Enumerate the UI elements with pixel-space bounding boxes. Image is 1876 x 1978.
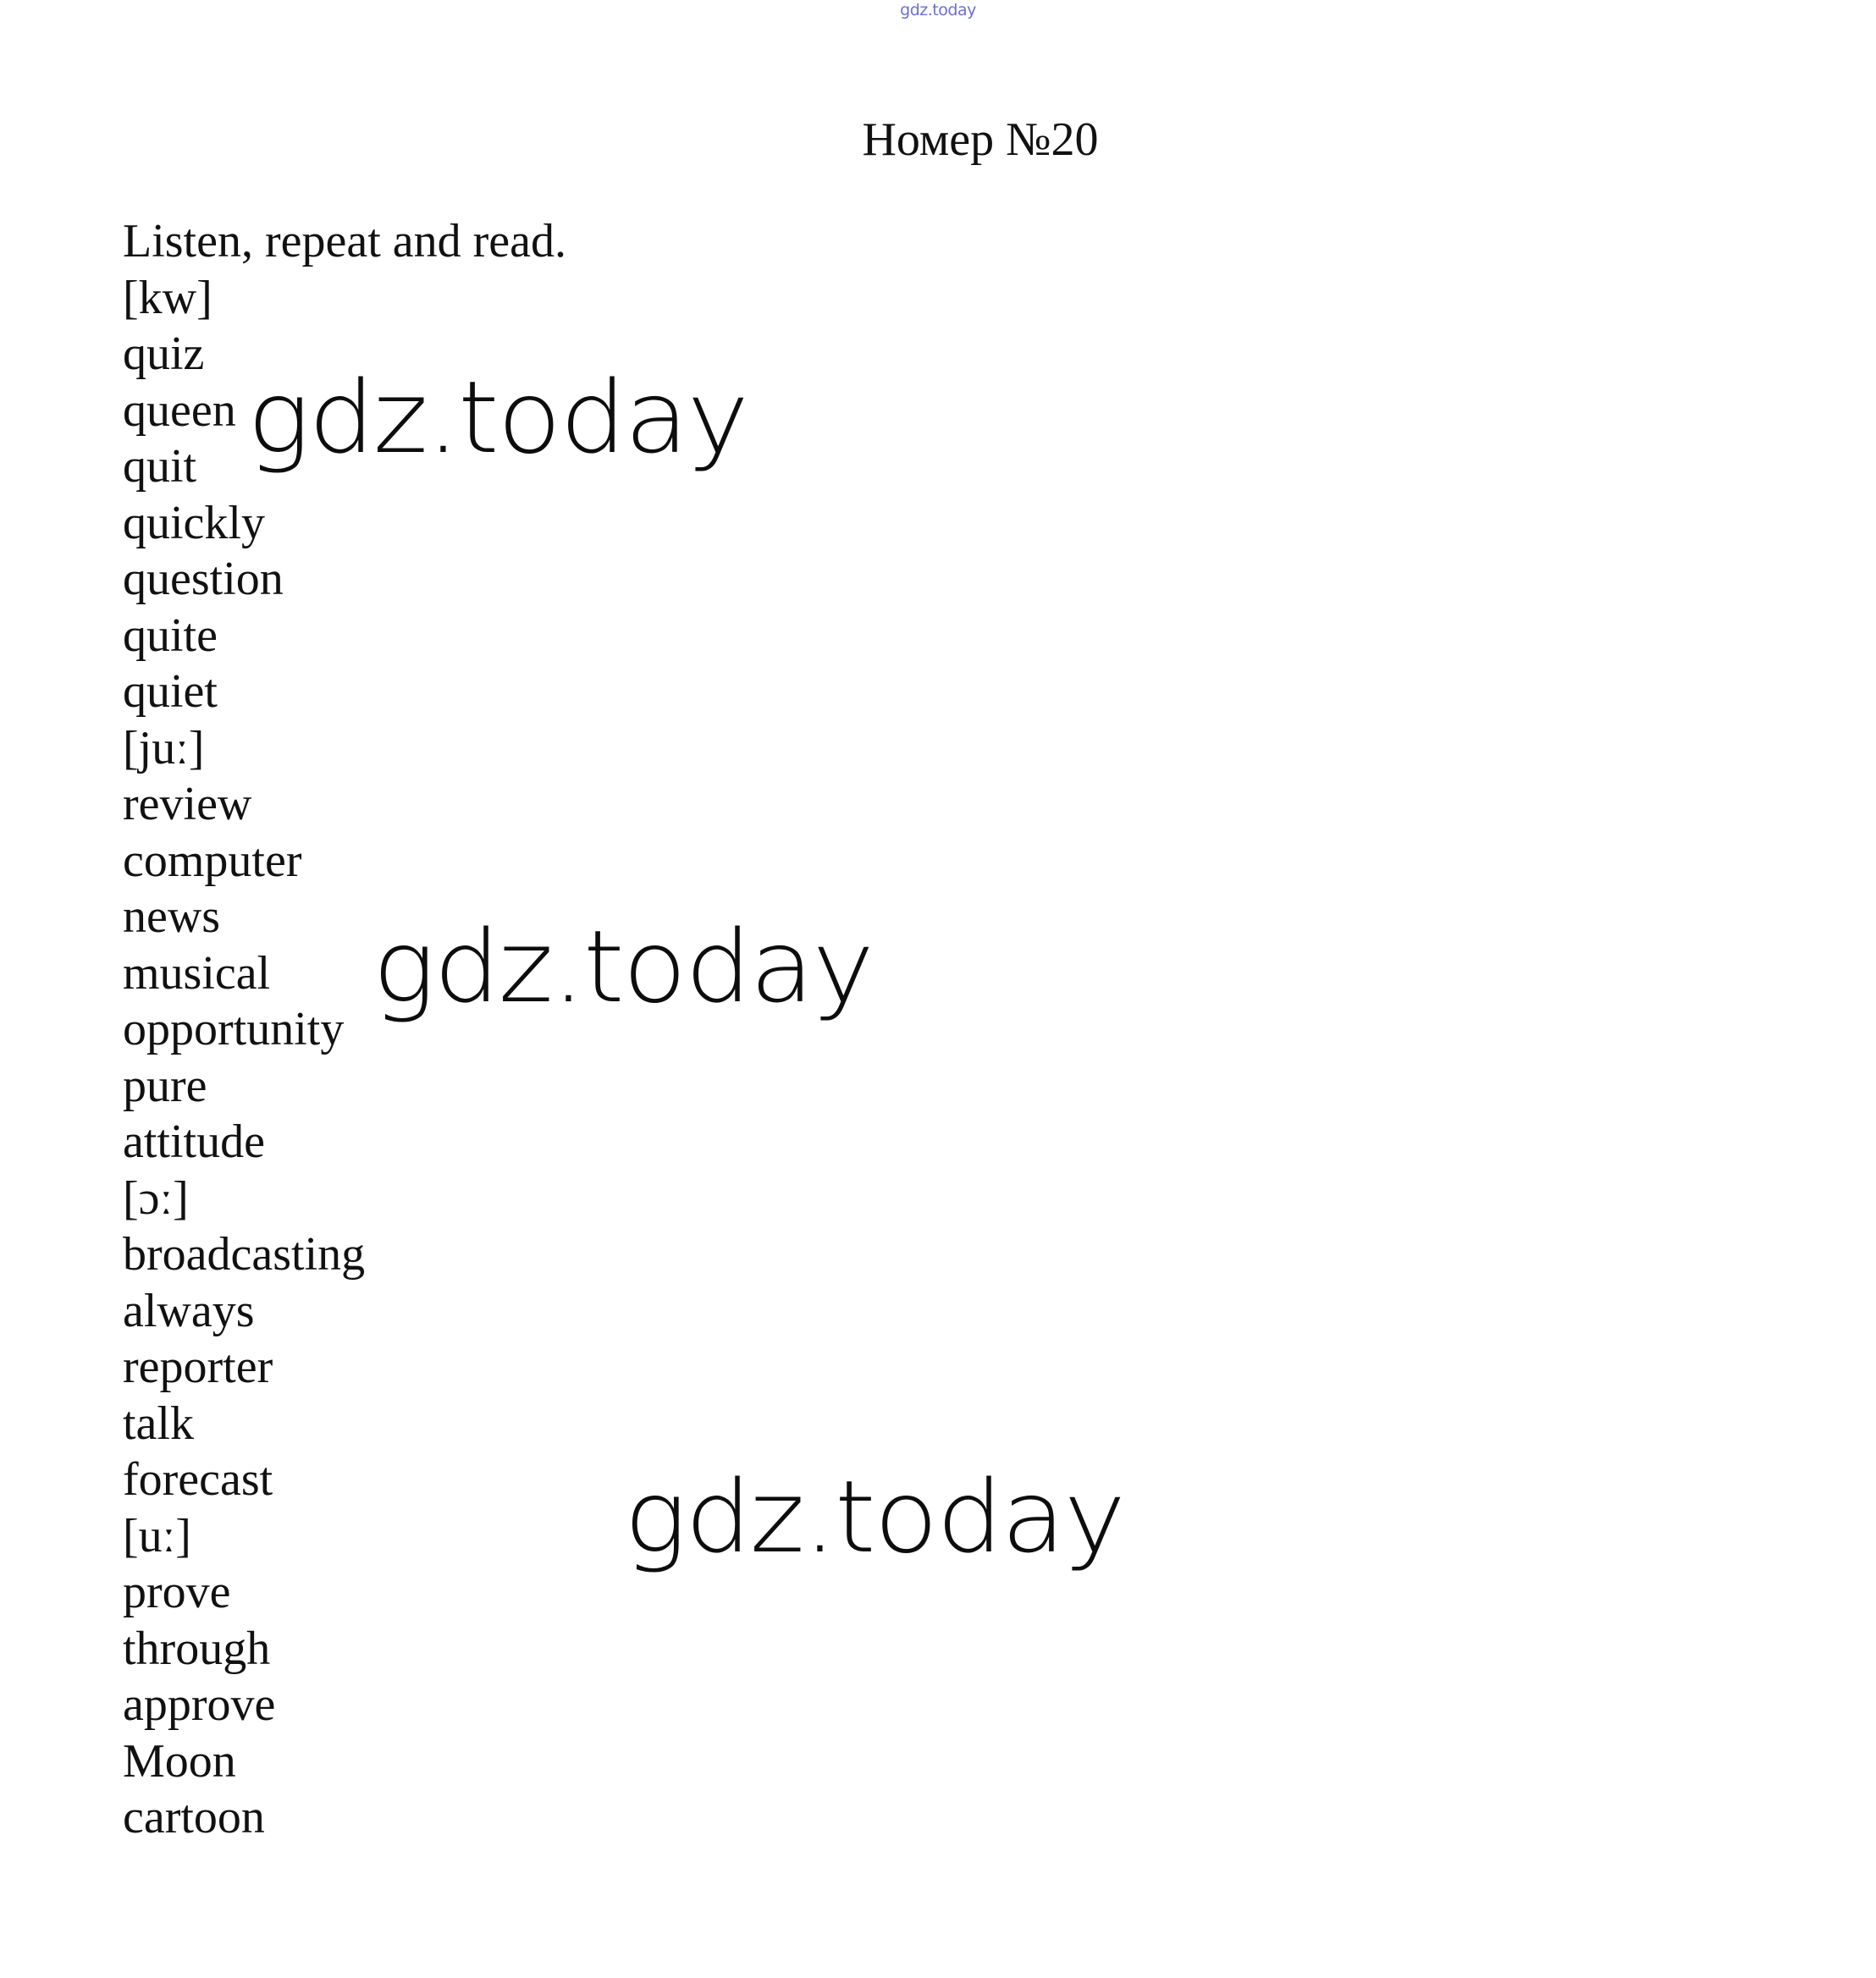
word-item: approve bbox=[123, 1678, 276, 1731]
site-watermark-top: gdz.today bbox=[900, 1, 976, 19]
word-item: cartoon bbox=[123, 1791, 265, 1843]
word-item: queen bbox=[123, 383, 236, 437]
word-item: attitude bbox=[123, 1116, 265, 1168]
sound-heading: [juː] bbox=[123, 721, 205, 774]
word-item: quickly bbox=[123, 496, 265, 549]
word-item: prove bbox=[123, 1566, 231, 1618]
watermark-logo: gdz.today bbox=[372, 908, 873, 1025]
word-item: always bbox=[123, 1284, 255, 1337]
word-list bbox=[123, 270, 566, 1846]
word-item: question bbox=[123, 553, 284, 605]
word-item: Moon bbox=[123, 1734, 236, 1788]
word-item: quite bbox=[123, 609, 218, 662]
word-item: musical bbox=[123, 946, 271, 1000]
word-item: quit bbox=[123, 440, 197, 493]
watermark-logo: gdz.today bbox=[624, 1458, 1124, 1575]
word-item: review bbox=[123, 778, 252, 830]
word-item: forecast bbox=[123, 1453, 273, 1506]
word-item: talk bbox=[123, 1397, 194, 1450]
watermark-logo: gdz.today bbox=[247, 359, 748, 476]
page-title: Номер №20 bbox=[862, 113, 1099, 166]
sound-heading: [ɔː] bbox=[123, 1171, 189, 1225]
word-item: pure bbox=[123, 1059, 207, 1112]
sound-heading: [kw] bbox=[123, 271, 212, 324]
word-item: broadcasting bbox=[123, 1228, 366, 1281]
sound-heading: [uː] bbox=[123, 1509, 191, 1562]
word-item: news bbox=[123, 890, 221, 943]
word-item: quiet bbox=[123, 665, 218, 718]
word-item: opportunity bbox=[123, 1003, 345, 1055]
word-item: reporter bbox=[123, 1341, 273, 1393]
word-item: quiz bbox=[123, 328, 205, 380]
word-item: computer bbox=[123, 834, 302, 887]
exercise-instruction: Listen, repeat and read. bbox=[123, 215, 566, 267]
word-item: through bbox=[123, 1622, 271, 1675]
